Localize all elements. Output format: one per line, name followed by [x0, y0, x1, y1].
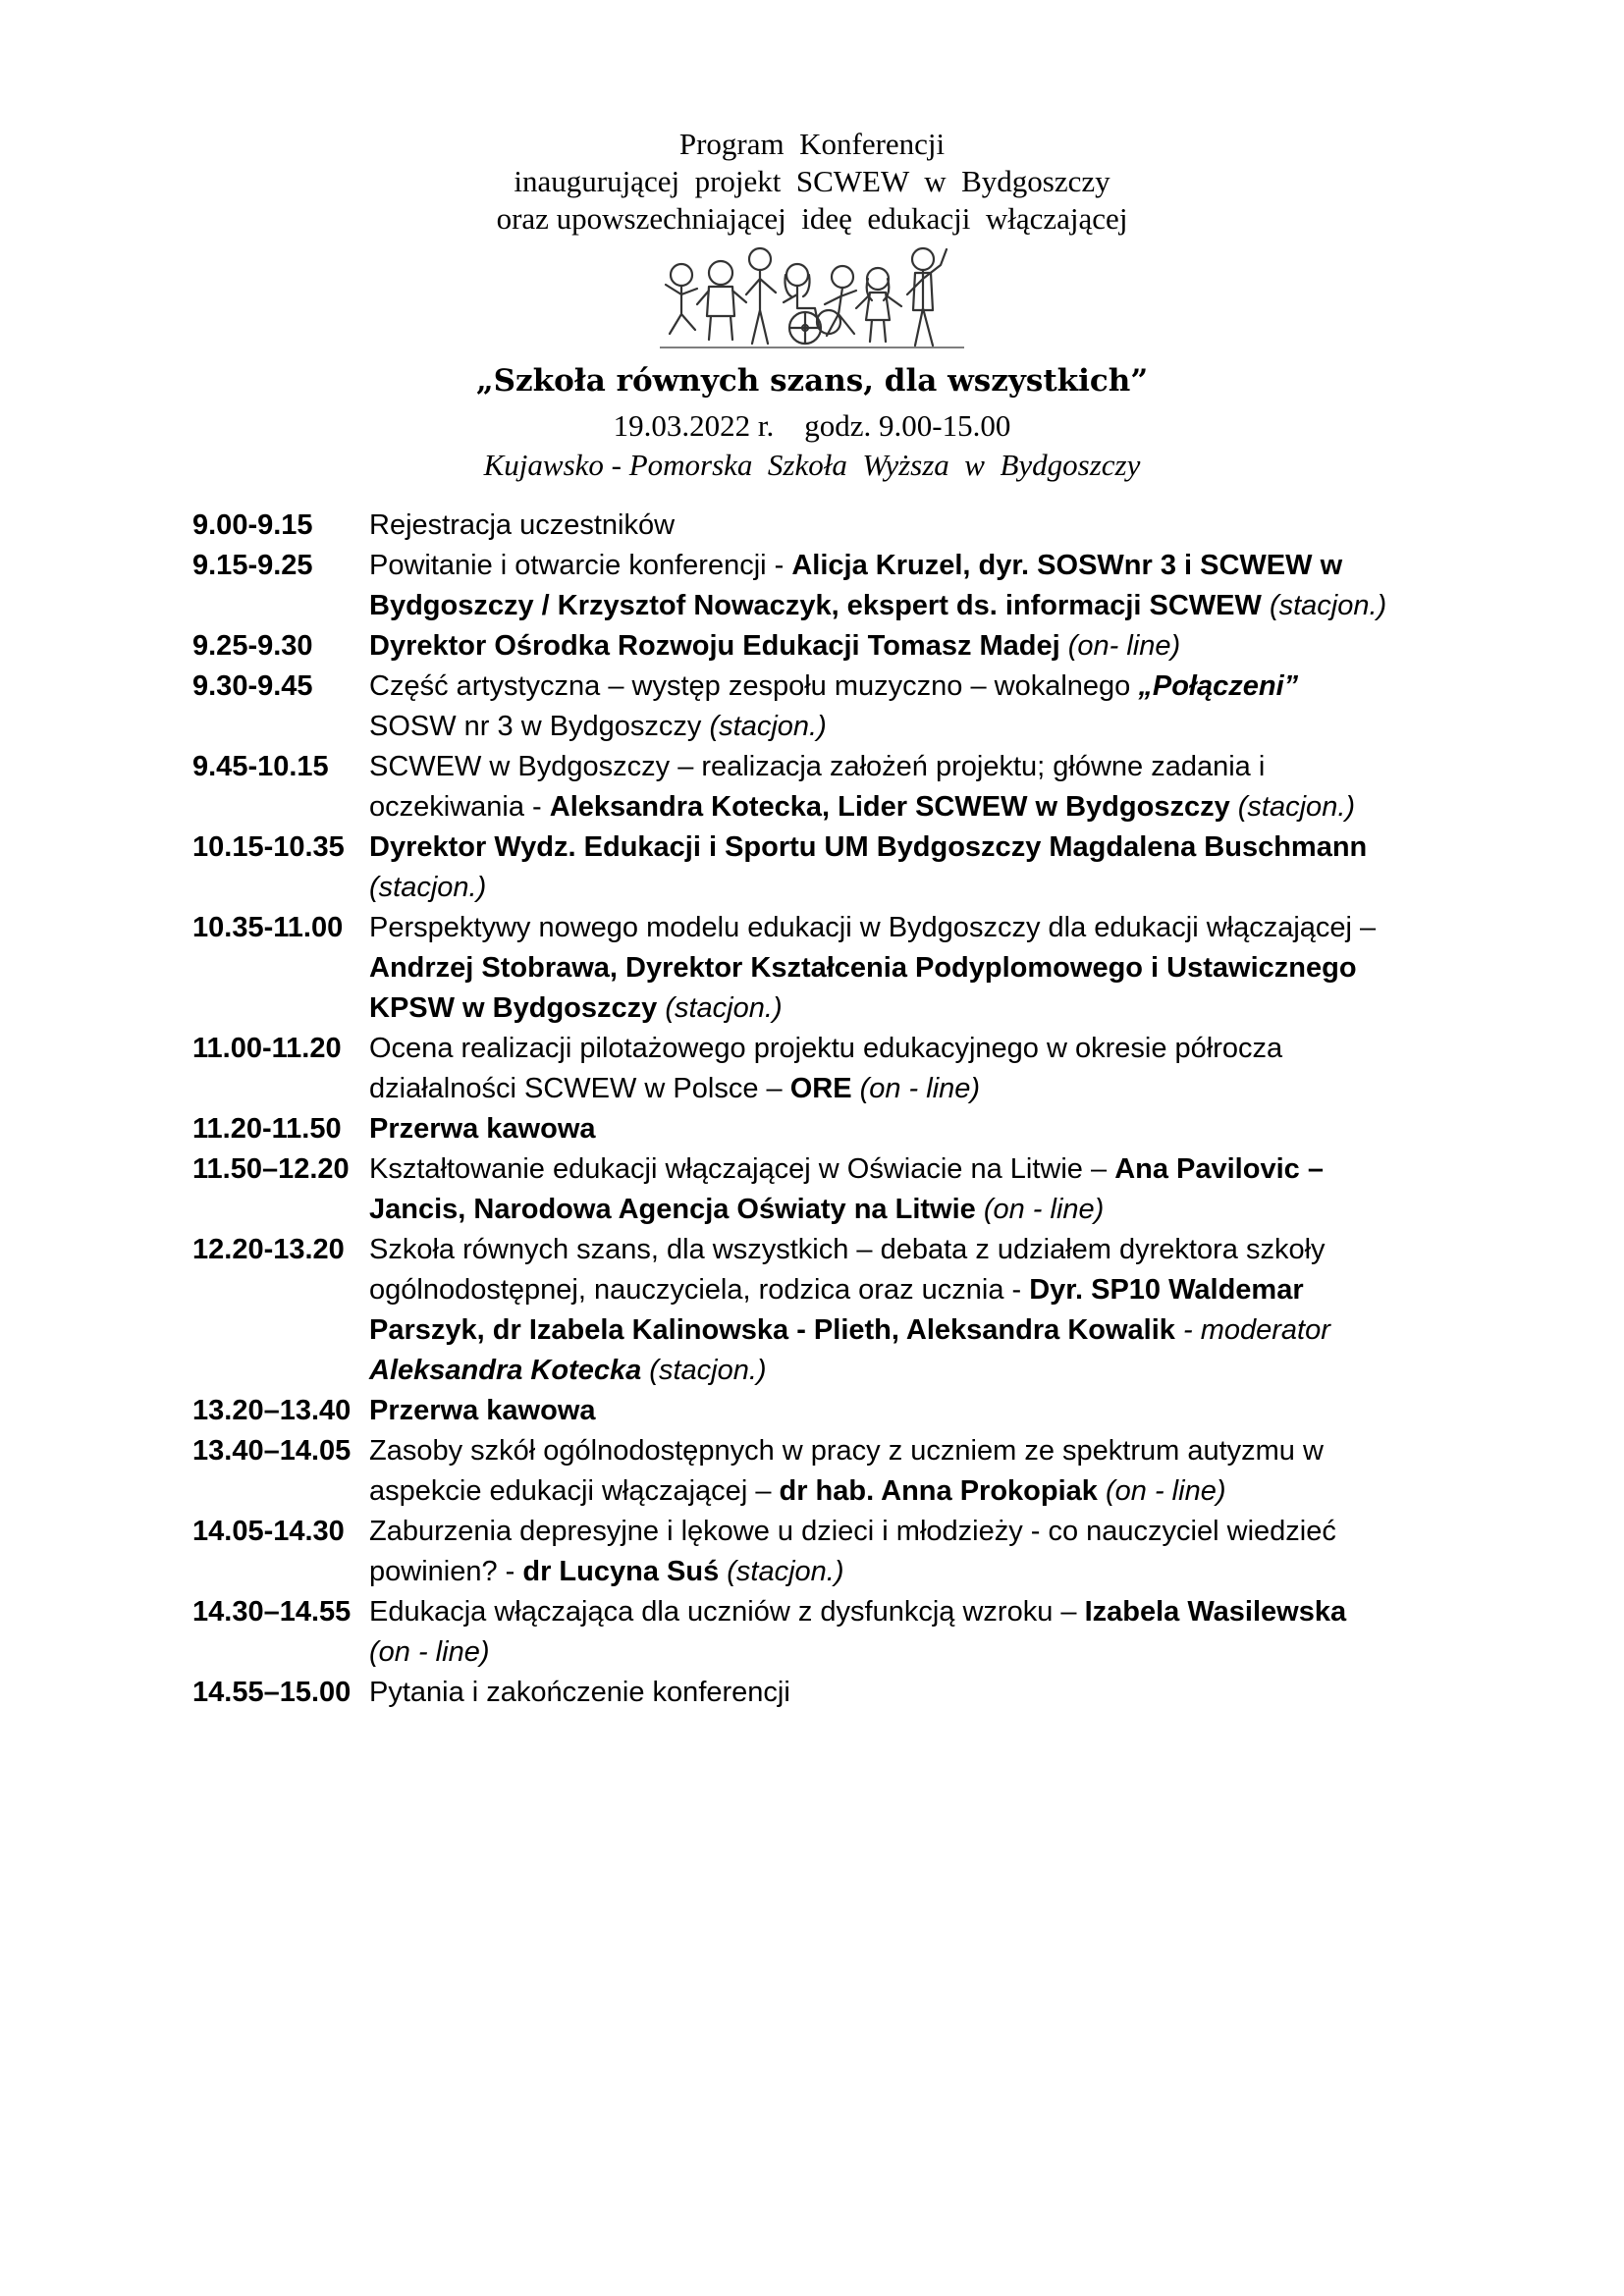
program-entry-text: „Połączeni”: [1138, 670, 1299, 702]
conference-venue: Kujawsko - Pomorska Szkoła Wyższa w Bydgoszczy: [483, 448, 1141, 482]
program-entry-line: [369, 546, 1624, 586]
program-entry-text: Ana Pavilovic –: [1114, 1153, 1324, 1185]
program-entry-time: 14.30–14.55: [192, 1596, 352, 1628]
program-entry: [0, 1512, 1624, 1592]
program-entry-line: [369, 988, 1624, 1029]
program-entry-text: Dyrektor Wydz. Edukacji i Sportu UM Bydgoszczy Magdalena Buschmann: [369, 831, 1368, 863]
program-entry-time: 11.20-11.50: [192, 1113, 342, 1145]
program-entry-line: [369, 1310, 1624, 1351]
conference-title: „Szkoła równych szans, dla wszystkich”: [475, 363, 1149, 399]
program-entry-line: [369, 868, 1624, 908]
program-entry-time: 10.15-10.35: [192, 831, 345, 863]
program-entry-line: [369, 1109, 1624, 1149]
program-entry-text: (on - line): [1097, 1475, 1226, 1507]
program-entry-time: 13.20–13.40: [192, 1395, 352, 1426]
program-entry-text: (stacjon.): [719, 1556, 844, 1587]
program-entry-text: (stacjon.): [709, 711, 827, 742]
program-entry-text: Aleksandra Kotecka, Lider SCWEW w Bydgoszczy: [549, 791, 1230, 823]
program-entry-text: dr Lucyna Suś: [522, 1556, 720, 1587]
program-entry-line: [369, 1190, 1624, 1230]
program-entry-line: [369, 948, 1624, 988]
program-entry: [0, 1391, 1624, 1431]
program-entry-line: [369, 1069, 1624, 1109]
program-entry-text: (on- line): [1059, 630, 1181, 662]
program-entry: [0, 1109, 1624, 1149]
program-entry-text: SCWEW w Bydgoszczy – realizacja założeń projektu; główne zadania i: [369, 751, 1266, 782]
program-entry-time: 9.00-9.15: [192, 509, 313, 541]
program-entry-line: [369, 1592, 1624, 1632]
program-entry-time: 9.15-9.25: [192, 550, 313, 581]
program-entry-text: Bydgoszczy / Krzysztof Nowaczyk, ekspert ds. informacji SCWEW: [369, 590, 1262, 621]
program-entry-line: [369, 1351, 1624, 1391]
program-entry-text: (stacjon.): [369, 872, 487, 903]
program-entry-line: [369, 1391, 1624, 1431]
program-entry: [0, 1431, 1624, 1512]
program-entry-line: [369, 667, 1624, 707]
program-entry-text: (stacjon.): [1229, 791, 1356, 823]
program-entry-time: 14.55–15.00: [192, 1677, 352, 1708]
program-entry-time: 12.20-13.20: [192, 1234, 345, 1265]
program-entry-time: 9.25-9.30: [192, 630, 313, 662]
program-entry-time: 11.50–12.20: [192, 1153, 350, 1185]
program-entry-text: powinien? -: [369, 1556, 523, 1587]
program-entry-text: KPSW w Bydgoszczy: [369, 992, 658, 1024]
header-line-project: inaugurującej projekt SCWEW w Bydgoszczy: [514, 164, 1110, 198]
program-entry-text: Ocena realizacji pilotażowego projektu edukacyjnego w okresie półrocza: [369, 1033, 1283, 1064]
program-entry-text: Zasoby szkół ogólnodostępnych w pracy z uczniem ze spektrum autyzmu w: [369, 1435, 1324, 1467]
program-entry-text: Część artystyczna – występ zespołu muzyczno – wokalnego: [369, 670, 1139, 702]
program-schedule: [0, 506, 1624, 1713]
program-entry-line: [369, 1512, 1624, 1552]
program-entry-line: [369, 586, 1624, 626]
program-entry-text: Jancis, Narodowa Agencja Oświaty na Litwie: [369, 1194, 976, 1225]
program-entry-text: Szkoła równych szans, dla wszystkich – debata z udziałem dyrektora szkoły: [369, 1234, 1326, 1265]
program-entry-text: Parszyk, dr Izabela Kalinowska - Plieth, Aleksandra Kowalik: [369, 1314, 1175, 1346]
program-entry-text: Dyr. SP10 Waldemar: [1029, 1274, 1304, 1306]
program-entry-text: Kształtowanie edukacji włączającej w Oświacie na Litwie –: [369, 1153, 1115, 1185]
program-entry-line: [369, 707, 1624, 747]
program-entry-line: [369, 626, 1624, 667]
program-entry-text: (on - line): [851, 1073, 981, 1104]
program-entry-line: [369, 1029, 1624, 1069]
program-entry-text: SOSW nr 3 w Bydgoszczy: [369, 711, 710, 742]
program-entry-text: ogólnodostępnej, nauczyciela, rodzica oraz ucznia -: [369, 1274, 1030, 1306]
conference-date: 19.03.2022 r. godz. 9.00-15.00: [613, 408, 1011, 443]
program-entry-line: [369, 747, 1624, 787]
program-entry-time: 9.30-9.45: [192, 670, 313, 702]
program-entry: [0, 1673, 1624, 1713]
program-entry: [0, 747, 1624, 828]
program-entry-time: 9.45-10.15: [192, 751, 329, 782]
program-entry: [0, 1029, 1624, 1109]
program-entry-text: Alicja Kruzel, dyr. SOSWnr 3 i SCWEW w: [791, 550, 1343, 581]
program-entry-line: [369, 1431, 1624, 1471]
program-entry-text: Dyrektor Ośrodka Rozwoju Edukacji Tomasz Madej: [369, 630, 1060, 662]
program-entry-text: Powitanie i otwarcie konferencji -: [369, 550, 792, 581]
program-entry-line: [369, 908, 1624, 948]
program-entry: [0, 1149, 1624, 1230]
program-entry-text: oczekiwania -: [369, 791, 550, 823]
program-entry-time: 14.05-14.30: [192, 1516, 345, 1547]
program-entry-text: (stacjon.): [657, 992, 783, 1024]
program-entry-text: aspekcie edukacji włączającej –: [369, 1475, 780, 1507]
header-line-program: Program Konferencji: [678, 127, 946, 161]
program-entry-text: Andrzej Stobrawa, Dyrektor Kształcenia Podyplomowego i Ustawicznego: [369, 952, 1357, 984]
program-entry-text: Edukacja włączająca dla uczniów z dysfunkcją wzroku –: [369, 1596, 1085, 1628]
program-entry-text: Zaburzenia depresyjne i lękowe u dzieci i młodzieży - co nauczyciel wiedzieć: [369, 1516, 1336, 1547]
program-entry-text: Aleksandra Kotecka: [369, 1355, 642, 1386]
program-entry: [0, 1230, 1624, 1391]
program-entry-text: Izabela Wasilewska: [1084, 1596, 1347, 1628]
program-entry-line: [369, 1149, 1624, 1190]
program-entry-text: (on - line): [369, 1636, 490, 1668]
program-entry-line: [369, 787, 1624, 828]
program-entry-text: ORE: [789, 1073, 852, 1104]
program-entry-text: Przerwa kawowa: [369, 1113, 596, 1145]
program-entry-time: 13.40–14.05: [192, 1435, 352, 1467]
program-entry-line: [369, 1632, 1624, 1673]
program-entry-line: [369, 1230, 1624, 1270]
program-entry-text: Pytania i zakończenie konferencji: [369, 1677, 790, 1708]
program-entry: [0, 1592, 1624, 1673]
program-entry-text: Przerwa kawowa: [369, 1395, 596, 1426]
program-entry-text: (stacjon.): [641, 1355, 767, 1386]
program-entry-line: [369, 1552, 1624, 1592]
program-entry-text: Perspektywy nowego modelu edukacji w Bydgoszczy dla edukacji włączającej –: [369, 912, 1377, 943]
program-entry: [0, 546, 1624, 626]
header-line-idea: oraz upowszechniającej ideę edukacji włączającej: [496, 201, 1128, 236]
program-entry-line: [369, 1471, 1624, 1512]
program-entry-line: [369, 506, 1624, 546]
children-illustration: [660, 245, 964, 351]
program-entry-line: [369, 1270, 1624, 1310]
program-entry-text: działalności SCWEW w Polsce –: [369, 1073, 790, 1104]
program-entry: [0, 908, 1624, 1029]
program-entry-text: - moderator: [1174, 1314, 1330, 1346]
program-entry: [0, 626, 1624, 667]
program-entry-text: (stacjon.): [1261, 590, 1387, 621]
program-entry-line: [369, 828, 1624, 868]
program-entry-text: (on - line): [975, 1194, 1105, 1225]
program-entry-text: dr hab. Anna Prokopiak: [779, 1475, 1098, 1507]
program-entry: [0, 506, 1624, 546]
program-entry-time: 10.35-11.00: [192, 912, 344, 943]
program-entry: [0, 667, 1624, 747]
document-header: [0, 126, 1624, 485]
program-entry-line: [369, 1673, 1624, 1713]
program-entry-text: Rejestracja uczestników: [369, 509, 676, 541]
program-entry: [0, 828, 1624, 908]
program-entry-time: 11.00-11.20: [192, 1033, 342, 1064]
